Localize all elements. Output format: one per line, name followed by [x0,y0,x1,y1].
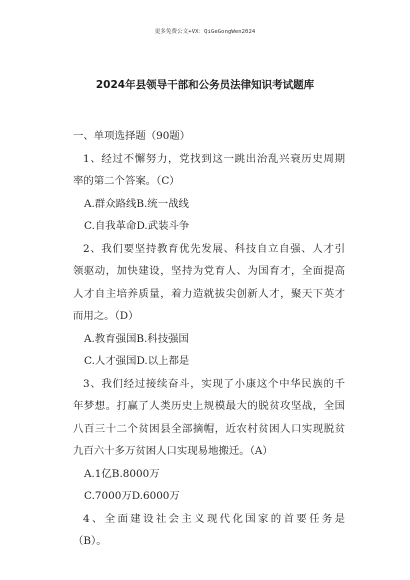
question-2-line-1: 2、我们要坚持教育优先发展、科技自立自强、人才引 [83,242,345,255]
header-note: 更多免费公文+VX：QiGeGongWen2024 [154,29,256,35]
question-1-line-2: 率的第二个答案。（C） [73,175,180,187]
question-2-line-2: 领驱动，加快建设，坚持为党育人、为国育才，全面提高 [73,265,345,277]
section-heading: 一、单项选择题（90题） [73,130,191,142]
question-4-line-1: 4、全面建设社会主义现代化国家的首要任务是 [83,512,345,525]
question-3-line-4: 九百六十多万贫困人口实现易地搬迁。（A） [73,445,273,457]
question-2-line-3: 人才自主培养质量，着力造就拔尖创新人才，聚天下英才 [73,287,345,300]
question-2-line-4: 而用之。（D） [73,310,139,322]
question-1-option-row-1: A.群众路线B.统一战线 [84,197,189,210]
question-3-line-3: 八百三十二个贫困县全部摘帽，近农村贫困人口实现脱贫 [73,422,345,435]
document-title: 2024年县领导干部和公务员法律知识考试题库 [95,79,315,91]
question-2-option-row-1: A.教育强国B.科技强国 [84,332,189,345]
document-body [73,125,345,553]
question-3-line-2: 年梦想。打赢了人类历史上规模最大的脱贫攻坚战，全国 [73,400,345,412]
question-2-option-row-2: C.人才强国D.以上都是 [84,355,190,367]
question-3-line-1: 3、我们经过接续奋斗，实现了小康这个中华民族的千 [83,377,345,390]
question-1-option-row-2: C.自我革命D.武装斗争 [84,220,190,232]
question-3-option-row-2: C.7000万D.6000万 [84,490,180,502]
question-3-option-row-1: A.1亿B.8000万 [84,467,160,480]
question-1-line-1: 1、经过不懈努力，党找到这一跳出治乱兴衰历史周期 [83,152,345,165]
question-4-line-2: （B）。 [73,535,107,547]
